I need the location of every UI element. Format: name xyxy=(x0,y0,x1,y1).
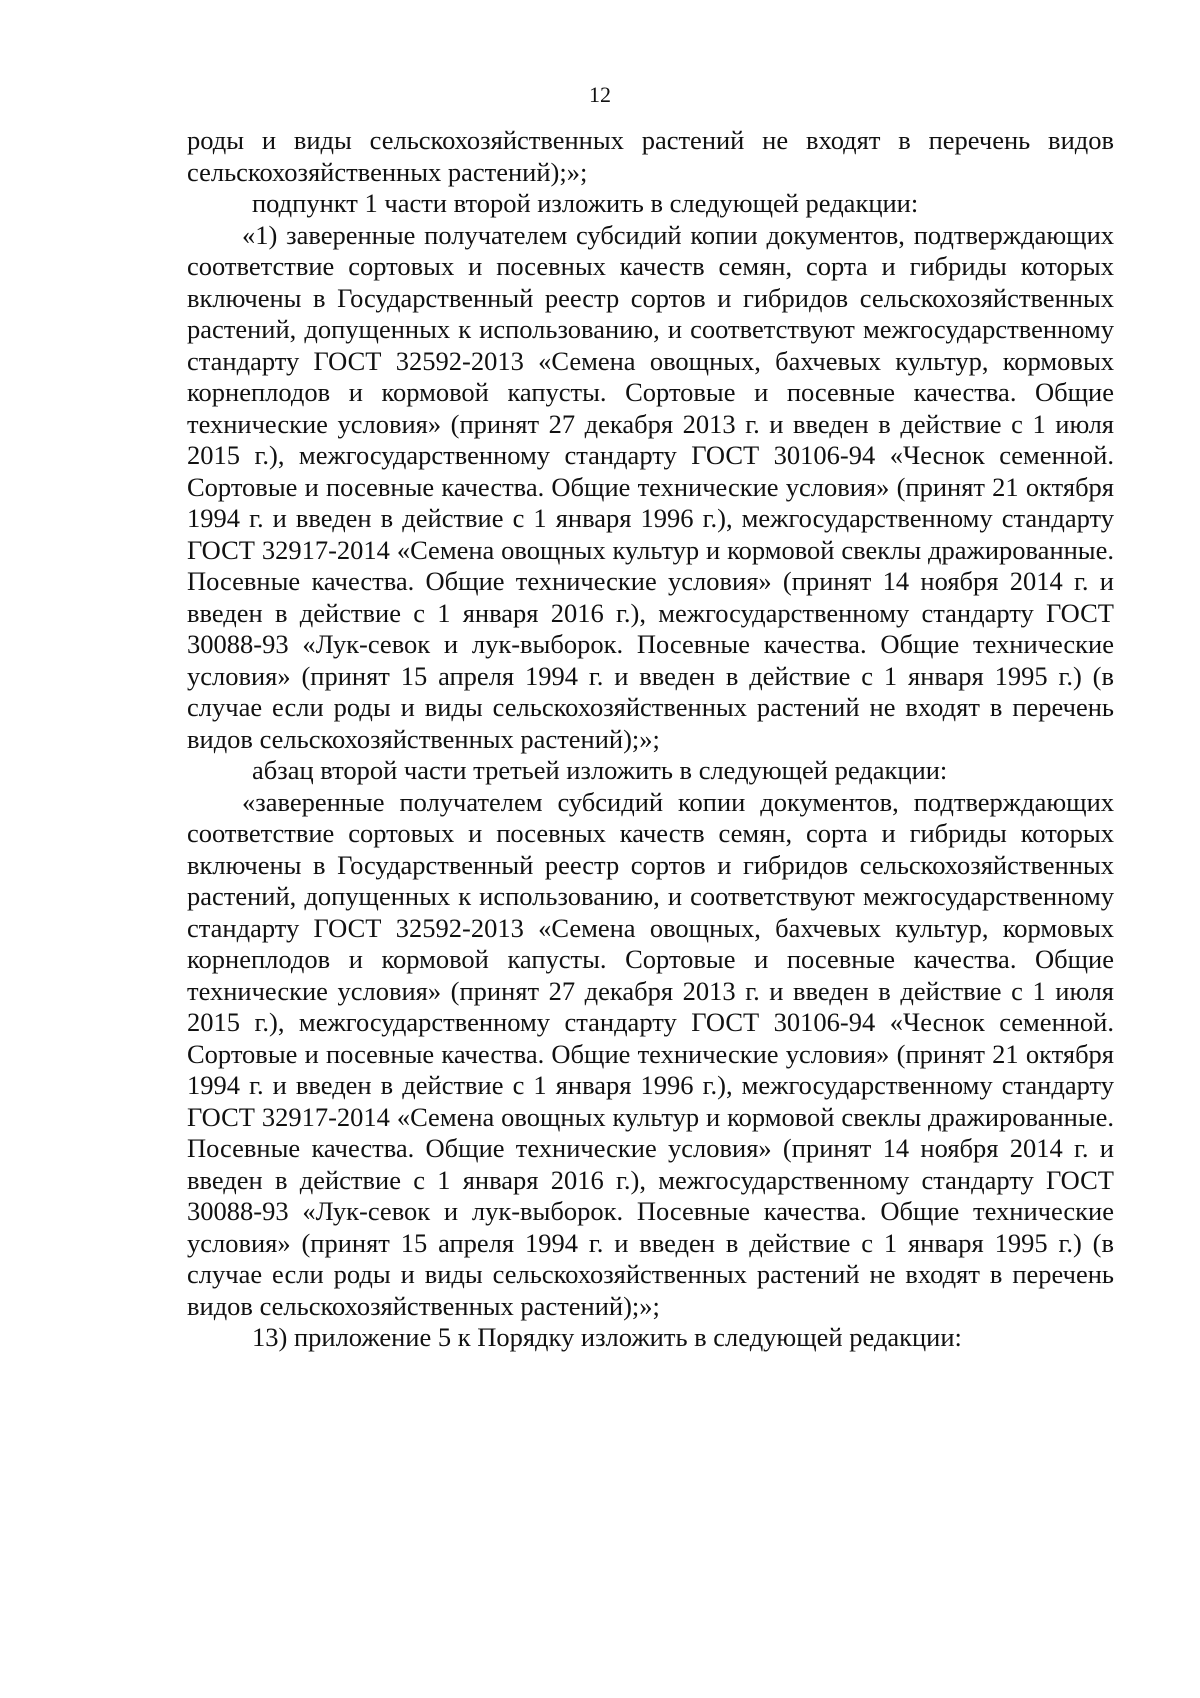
paragraph-section-instruction: абзац второй части третьей изложить в следующей редакции: xyxy=(252,755,948,785)
page-number: 12 xyxy=(589,82,611,107)
paragraph-continuation: роды и виды сельскохозяйственных растений не входят в перечень видов сельскохозяйственных растений);»; xyxy=(187,125,1114,187)
paragraph-subclause-instruction: подпункт 1 части второй изложить в следующей редакции: xyxy=(252,188,919,218)
document-body xyxy=(187,125,1114,1354)
paragraph-appendix-instruction: 13) приложение 5 к Порядку изложить в следующей редакции: xyxy=(252,1322,962,1352)
paragraph-subclause-text: «1) заверенные получателем субсидий копии документов, подтверждающих соответствие сортовых и посевных качеств семян, сорта и гибриды которых включены в Государственный реестр сортов и гибридов сельскохозяйственных растений, допущенных к использованию, и соответствуют межгосударственному стандарту ГОСТ 32592-2013 «Семена овощных, бахчевых культур, кормовых корнеплодов и кормовой капусты. Сортовые и посевные качества. Общие технические условия» (принят 27 декабря 2013 г. и введен в действие с 1 июля 2015 г.), межгосударственному стандарту ГОСТ 30106-94 «Чеснок семенной. Сортовые и посевные качества. Общие технические условия» (принят 21 октября 1994 г. и введен в действие с 1 января 1996 г.), межгосударственному стандарту ГОСТ 32917-2014 «Семена овощных культур и кормовой свеклы дражированные. Посевные качества. Общие технические условия» (принят 14 ноября 2014 г. и введен в действие с 1 января 2016 г.), межгосударственному стандарту ГОСТ 30088-93 «Лук-севок и лук-выборок. Посевные качества. Общие технические условия» (принят 15 апреля 1994 г. и введен в действие с 1 января 1995 г.) (в случае если роды и виды сельскохозяйственных растений не входят в перечень видов сельскохозяйственных растений);»; xyxy=(187,219,1114,754)
paragraph-section-text: «заверенные получателем субсидий копии документов, подтверждающих соответствие сортовых и посевных качеств семян, сорта и гибриды которых включены в Государственный реестр сортов и гибридов сельскохозяйственных растений, допущенных к использованию, и соответствуют межгосударственному стандарту ГОСТ 32592-2013 «Семена овощных, бахчевых культур, кормовых корнеплодов и кормовой капусты. Сортовые и посевные качества. Общие технические условия» (принят 27 декабря 2013 г. и введен в действие с 1 июля 2015 г.), межгосударственному стандарту ГОСТ 30106-94 «Чеснок семенной. Сортовые и посевные качества. Общие технические условия» (принят 21 октября 1994 г. и введен в действие с 1 января 1996 г.), межгосударственному стандарту ГОСТ 32917-2014 «Семена овощных культур и кормовой свеклы дражированные. Посевные качества. Общие технические условия» (принят 14 ноября 2014 г. и введен в действие с 1 января 2016 г.), межгосударственному стандарту ГОСТ 30088-93 «Лук-севок и лук-выборок. Посевные качества. Общие технические условия» (принят 15 апреля 1994 г. и введен в действие с 1 января 1995 г.) (в случае если роды и виды сельскохозяйственных растений не входят в перечень видов сельскохозяйственных растений);»; xyxy=(187,786,1114,1321)
